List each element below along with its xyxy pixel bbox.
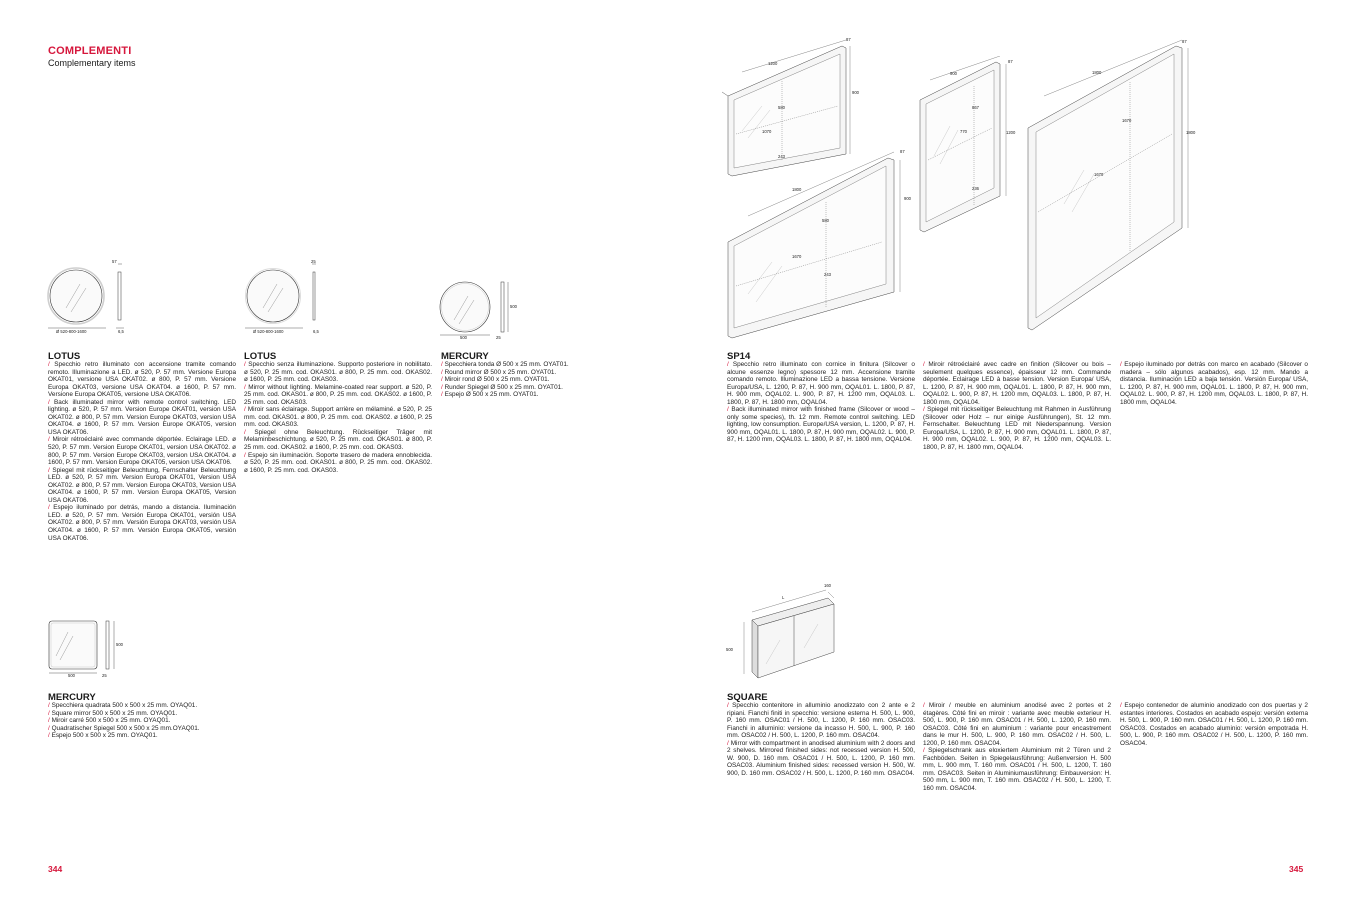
description-paragraph: / Back illuminated mirror with finished frame (Silcover or wood – only some species), th. 12 mm. Remote control switching. LED lighting, low consumption. Europe/USA version, L. 1200, P. 87, H. 900 mm, OQAL01. L. 1800, P. 87, H. 900 mm, OQAL02. L. 900, P. 87, H. 1200 mm, OQAL03. L. 1800, P. 87, H. 1800 mm, OQAL04. (727, 406, 915, 444)
product-description-mercury-round (441, 361, 629, 399)
dim-text: 25 (496, 335, 501, 340)
dim-text: 243 (778, 154, 785, 159)
sp14-1800-drawing (722, 146, 922, 340)
description-paragraph: / Miroir rétroéclairé avec commande déportée. Eclairage LED. ø 520, P. 57 mm. Version Europe OKAT01, version USA OKAT02. ø 800, P. 57 mm. Version Europe OKAT03, version USA OKAT04. ø 1600, P. 57 mm. Version Europe OKAT05, version USA OKAT06. (48, 436, 236, 467)
dim-text: 87 (1008, 59, 1013, 64)
dim-text: 580 (778, 105, 785, 110)
dim-text: 500 (510, 304, 517, 309)
description-paragraph: / Mirror with compartment in anodised aluminium with 2 doors and 2 shelves. Mirrored finished sides: not recessed version H. 500, W. 900, D. 160 mm. OSAC01 / H. 500, L. 1200, P. 160 mm. OSAC03. Aluminium finished sides: recessed version H. 500, W. 900, D. 160 mm. OSAC02 / H. 500, L. 1200, P. 160 mm. OSAC04. (727, 739, 915, 777)
product-title-lotus: LOTUS (48, 351, 81, 362)
description-paragraph: / Quadratischer Spiegel 500 x 500 x 25 mm.OYAQ01. (48, 724, 200, 732)
dim-text: 6,5 (118, 329, 124, 334)
description-paragraph: / Specchio contenitore in alluminio anodizzato con 2 ante e 2 ripiani. Fianchi finiti in specchio: versione esterna H. 500, L. 900, P. 160 mm. OSAC01 / H. 500, L. 1200, P. 160 mm. OSAC03. Fianchi in alluminio: versione da incasso H. 500, L. 900, P. 160 mm. OSAC02 / H. 500, L. 1200, P. 160 mm. OSAC04. (727, 702, 915, 740)
dim-text: 57 (112, 259, 117, 264)
dim-text: 580 (822, 218, 829, 223)
description-paragraph: / Espejo sin iluminación. Soporte trasero de madera ennoblecida. ø 520, P. 25 mm. cod. OKAS01. ø 800, P. 25 mm. cod. OKAS02. ø 1600, P. 25 mm. cod. OKAS03. (244, 451, 432, 474)
product-description-sp14-col3 (1120, 361, 1308, 406)
dim-text: L (782, 595, 785, 600)
dim-text: 1070 (762, 129, 772, 134)
description-paragraph: / Spiegelschrank aus eloxiertem Aluminium mit 2 Türen und 2 Fachböden. Seiten in Spiegelausführung: Außenversion H. 500 mm, L. 900 mm, T. 160 mm. OSAC01 / H. 500, L. 1200, T. 160 mm. OSAC03. Seiten in Aluminiumausführung: Einbauversion: H. 500 mm, L. 900 mm, T. 160 mm. OSAC02 / H. 500, L. 1200, T. 160 mm. OSAC04. (923, 747, 1111, 793)
dim-text: 500 (726, 647, 733, 652)
description-paragraph: / Espejo Ø 500 x 25 mm. OYAT01. (441, 391, 539, 399)
dim-text: 1670 (792, 254, 802, 259)
section-subtitle: Complementary items (48, 58, 136, 68)
product-description-sp14-col1 (727, 361, 915, 444)
dim-text: 1200 (768, 61, 778, 66)
description-paragraph: / Espejo contenedor de aluminio anodizado con dos puertas y 2 estantes interiores. Costados en acabado espejo: versión externa H. 500, L. 900, P. 160 mm. OSAC01 / H. 500, L. 1200, P. 160 mm. OSAC03. Costados en acabado aluminio: versión empotrada H. 500, L. 900, P. 160 mm. OSAC02 / H. 500, L. 1200, P. 160 mm. OSAC04. (1120, 702, 1308, 747)
dim-text: 500 (460, 335, 467, 340)
dim-text: 243 (824, 272, 831, 277)
dim-text: 770 (960, 129, 967, 134)
dim-text: 1800 (1092, 70, 1102, 75)
dim-text: 1800 (792, 187, 802, 192)
description-paragraph: / Miroir / meuble en aluminium anodisé avec 2 portes et 2 étagères. Côté fini en miroir : variante avec meuble exterieur H. 500, L. 900, P. 160 mm. OSAC01 / H. 500, L. 1200, P. 160 mm. OSAC03. Côté fini en aluminium : variante pour encastrement dans le mur H. 500, L. 900, P. 160 mm. OSAC02 / H. 500, L. 1200, P. 160 mm. OSAC04. (923, 702, 1111, 747)
dim-text: 900 (904, 196, 911, 201)
description-paragraph: / Spiegel mit rückseitiger Beleuchtung, Fernschalter Beleuchtung LED. ø 520, P. 57 mm. Version Europa OKAT01, Version USA OKAT02. ø 800, P. 57 mm. Version Europa OKAT03, Version USA OKAT04. ø 1600, P. 57 mm. Version Europa OKAT05, Version USA OKAT06. (48, 466, 236, 504)
dim-text: 236 (972, 186, 979, 191)
product-description-square-col3 (1120, 702, 1308, 747)
dim-text: 867 (972, 105, 979, 110)
product-title-mercury-square: MERCURY (48, 692, 96, 703)
description-paragraph: / Espejo iluminado por detrás, mando a distancia. Iluminación LED. ø 520, P. 57 mm. Versión Europa OKAT01, versión USA OKAT02. ø 800, P. 57 mm. Versión Europa OKAT03, versión USA OKAT04. ø 1600, P. 57 mm. Versión Europa OKAT05, versión USA OKAT06. (48, 504, 236, 542)
dim-text: 160 (824, 583, 831, 588)
product-description-lotus (48, 361, 236, 542)
description-paragraph: / Back illuminated mirror with remote control switching. LED lighting. ø 520, P. 57 mm. Version Europe OKAT01, version USA OKAT02. ø 800, P. 57 mm. Version Europe OKAT03, version USA OKAT04. ø 1600, P. 57 mm. Version Europe OKAT05, version USA OKAT06. (48, 398, 236, 436)
dim-text: 87 (1182, 39, 1187, 44)
product-title-square: SQUARE (727, 692, 768, 703)
dim-text: 500 (116, 642, 123, 647)
mercury-round-drawing (438, 280, 522, 340)
dim-text: 1670 (1094, 172, 1104, 177)
product-description-mercury-square (48, 702, 236, 740)
dim-text: 900 (950, 71, 957, 76)
description-paragraph: / Miroir rétroéclairé avec cadre en finition (Silcover ou bois – seulement quelques essence), épaisseur 12 mm. Commande déportée. Eclairage LED à basse tension. Version Europa/ USA, L. 1200, P. 87, H. 900 mm, OQAL01. L. 1800, P. 87, H. 900 mm, OQAL02. L. 900, P. 87, H. 1200 mm, OQAL03. L. 1800, P. 87, H. 1800 mm, OQAL04. (923, 361, 1111, 406)
description-paragraph: / Miroir sans éclairage. Support arrière en mélaminé. ø 520, P. 25 mm. cod. OKAS01. ø 800, P. 25 mm. cod. OKAS02. ø 1600, P. 25 mm. cod. OKAS03. (244, 406, 432, 429)
dim-text: 25 (102, 673, 107, 678)
dim-text: Ø 520-800-1600 (56, 329, 87, 334)
description-paragraph: / Mirror without lighting. Melamine-coated rear support. ø 520, P. 25 mm. cod. OKAS01. ø 800, P. 25 mm. cod. OKAS02. ø 1600, P. 25 mm. cod. OKAS03. (244, 383, 432, 406)
mercury-square-drawing (46, 618, 130, 678)
description-paragraph: / Spiegel mit rückseitiger Beleuchtung mit Rahmen in Ausführung (Silcover oder Holz – nur einige Ausführungen), St. 12 mm. Fernschalter. Beleuchtung LED mit Niederspannung. Version Europa/USA, L. 1200, P. 87, H. 900 mm, OQAL01. L. 1800, P. 87, H. 900 mm, OQAL02. L. 900, P. 87, H. 1200 mm, OQAL03. L. 1800, P. 87, H. 1800 mm, OQAL04. (923, 406, 1111, 452)
product-title-mercury-round: MERCURY (441, 351, 489, 362)
description-paragraph: / Runder Spiegel Ø 500 x 25 mm. OYAT01. (441, 383, 563, 391)
page-number-left: 344 (48, 864, 63, 874)
description-paragraph: / Specchiera quadrata 500 x 500 x 25 mm. OYAQ01. (48, 702, 198, 709)
product-description-square-col1 (727, 702, 915, 777)
product-description-square-col2 (923, 702, 1111, 793)
product-title-sp14: SP14 (727, 351, 751, 362)
description-paragraph: / Specchio retro illuminato con accensione tramite comando remoto. Illuminazione a LED. ø 520, P. 57 mm. Versione Europa OKAT01, versione USA OKAT02. ø 800, P. 57 mm. Versione Europa OKAT03, versione USA OKAT04. ø 1600, P. 57 mm. Versione Europa OKAT05, versione USA OKAT06. (48, 361, 236, 399)
sp14-1800-square-drawing (1024, 36, 1204, 332)
dim-text: 500 (68, 673, 75, 678)
description-paragraph: / Spiegel ohne Beleuchtung. Rückseitiger Träger mit Melaminbeschichtung. ø 520, P. 25 mm. cod. OKAS01. ø 800, P. 25 mm. cod. OKAS02. ø 1600, P. 25 mm. cod. OKAS03. (244, 428, 432, 452)
section-title: COMPLEMENTI (48, 45, 132, 57)
product-description-lotus-plain (244, 361, 432, 474)
dim-text: 25 (311, 259, 316, 264)
product-title-lotus-plain: LOTUS (244, 351, 277, 362)
dim-text: Ø 520-800-1600 (253, 329, 284, 334)
dim-text: 900 (852, 90, 859, 95)
dim-text: 87 (846, 37, 851, 42)
square-cabinet-drawing (722, 578, 842, 680)
description-paragraph: / Miroir rond Ø 500 x 25 mm. OYAT01. (441, 376, 550, 384)
description-paragraph: / Specchio retro illuminato con cornice in finitura (Silcover o alcune essenze legno) spessore 12 mm. Accensione tramite comando remoto. Illuminazione LED a bassa tensione. Versione Europa/USA, L. 1200, P. 87, H. 900 mm, OQAL01. L. 1800, P. 87, H. 900 mm, OQAL02. L. 900, P. 87, H. 1200 mm, OQAL03. L. 1800, P. 87, H. 1800 mm, OQAL04. (727, 361, 915, 406)
description-paragraph: / Espejo iluminado por detrás con marco en acabado (Silcover o madera – sólo algunos acabados), esp. 12 mm. Mando a distancia. Iluminación LED a baja tensión. Versión Europa/ USA, L. 1200, P. 87, H. 900 mm, OQAL01. L. 1800, P. 87, H. 900 mm, OQAL02. L. 900, P. 87, H. 1200 mm, OQAL03. L. 1800, P. 87, H. 1800 mm, OQAL04. (1120, 361, 1308, 406)
lotus-backlit-drawing (46, 258, 130, 336)
description-paragraph: / Square mirror 500 x 500 x 25 mm. OYAQ01. (48, 709, 178, 717)
description-paragraph: / Espejo 500 x 500 x 25 mm. OYAQ01. (48, 732, 158, 740)
lotus-plain-drawing (243, 258, 327, 336)
dim-text: 87 (900, 149, 905, 154)
dim-text: 6,5 (313, 329, 319, 334)
description-paragraph: / Specchio senza illuminazione. Supporto posteriore in nobilitato. ø 520, P. 25 mm. cod. OKAS01. ø 800, P. 25 mm. cod. OKAS02. ø 1600, P. 25 mm. cod. OKAS03. (244, 361, 432, 384)
description-paragraph: / Specchiera tonda Ø 500 x 25 mm. OYAT01. (441, 361, 569, 368)
product-description-sp14-col2 (923, 361, 1111, 452)
description-paragraph: / Round mirror Ø 500 x 25 mm. OYAT01. (441, 368, 557, 376)
page-number-right: 345 (1289, 864, 1304, 874)
description-paragraph: / Miroir carré 500 x 500 x 25 mm. OYAQ01. (48, 717, 171, 725)
dim-text: 1670 (1122, 118, 1132, 123)
dim-text: 1200 (1006, 130, 1016, 135)
dim-text: 1800 (1186, 130, 1196, 135)
sp14-900-drawing (914, 56, 1024, 236)
